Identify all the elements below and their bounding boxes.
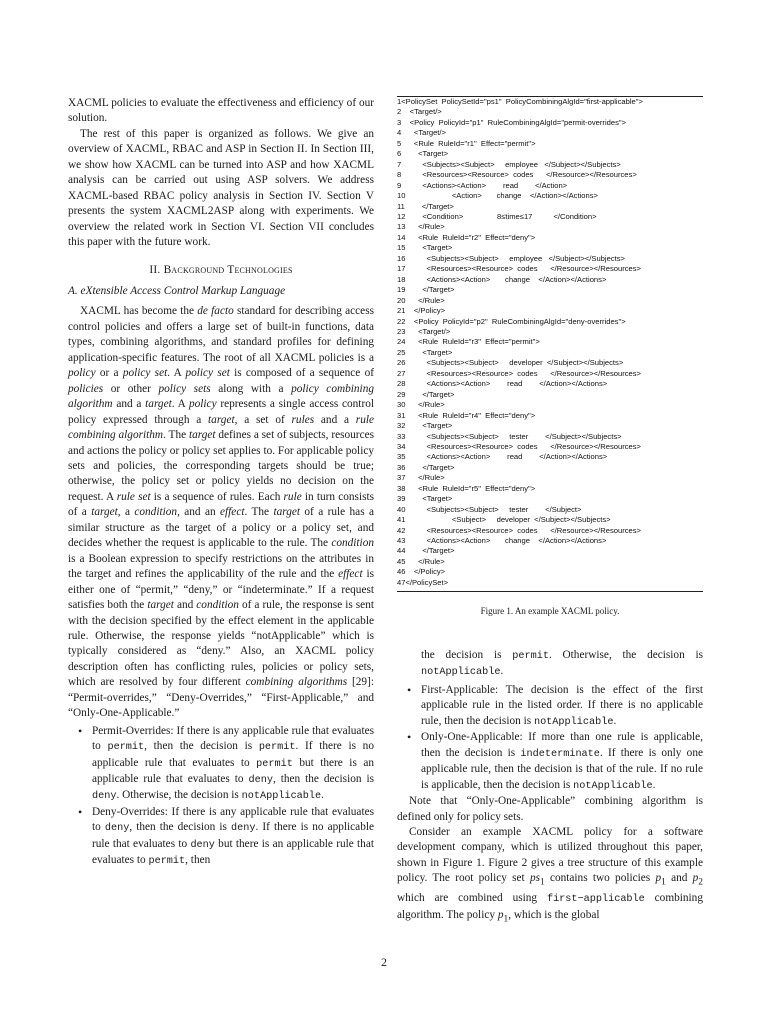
listing-line: 11 </Target>: [397, 201, 454, 211]
listing-line: 13 </Rule>: [397, 222, 445, 232]
text-segment: and: [173, 599, 197, 612]
emphasis-term: condition: [331, 537, 374, 550]
text-segment: , then the decision is: [144, 740, 259, 753]
text-segment: , a: [117, 506, 135, 519]
listing-line: 3 <Policy PolicyId="p1" RuleCombiningAlgId="permit-overrides">: [397, 117, 626, 127]
emphasis-term: combining algorithms: [245, 676, 348, 689]
combining-algorithm-list-cont: [397, 683, 703, 794]
listing-line: 12 <Condition> 8≤time≤17 </Condition>: [397, 211, 597, 221]
listing-line: 35 <Actions><Action> read </Action></Actions>: [397, 452, 608, 462]
math-var: ps: [529, 872, 540, 885]
bullet-first-applicable: [397, 683, 703, 730]
text-segment: , then: [185, 854, 211, 867]
emphasis-term: condition: [134, 506, 178, 519]
listing-line: 9 <Actions><Action> read </Action>: [397, 180, 568, 190]
text-segment: defines a set of subjects, resources and actions the policy or policy set applies to. For applicable policy sets and policies, the corresponding targets should be true; otherwise, the policy set or policy yields no decision on the request. A: [68, 429, 374, 503]
emphasis-term: target: [91, 506, 118, 519]
listing-line: 44 </Target>: [397, 546, 455, 556]
listing-line: 1<PolicySet PolicySetId="ps1" PolicyCombiningAlgId="first-applicable">: [397, 97, 643, 106]
listing-line: 17 <Resources><Resource> codes </Resource></Resources>: [397, 264, 641, 274]
listing-line: 41 <Subject> developer </Subject></Subjects>: [397, 515, 611, 525]
emphasis-term: policy set: [185, 367, 230, 380]
listing-line: 47</PolicySet>: [397, 577, 449, 587]
cont-text: .: [500, 665, 504, 678]
listing-line: 31 <Rule RuleId="r4" Effect="deny">: [397, 410, 536, 420]
listing-line: 28 <Actions><Action> read </Action></Actions>: [397, 379, 608, 389]
listing-line: 33 <Subjects><Subject> tester </Subject></Subjects>: [397, 431, 622, 441]
text-segment: . A: [171, 398, 189, 411]
text-segment: of a rule, the response is sent with the decision specified by the effect element in the applicable rule. Otherwise, the response yields “notApplicable” which is typically considered as “deny.” Also, an XACML policy description often has conflicting rules, policies or policy sets, which are resolved by four different: [68, 599, 374, 689]
bullet-only-one-applicable: [397, 730, 703, 794]
text-segment: First-Applicable: The decision is the effect of the first applicable rule in the listed order. If there is no applicable rule, then the decision is: [421, 683, 703, 727]
text-segment: . The: [163, 429, 189, 442]
listing-line: 30 </Rule>: [397, 400, 445, 410]
cont-text: . Otherwise, the decision is: [548, 649, 704, 661]
text-segment: , a set of: [234, 413, 292, 426]
text-segment: and: [665, 872, 693, 885]
listing-line: 24 <Rule RuleId="r3" Effect="permit">: [397, 337, 540, 347]
bullet-deny-overrides: [68, 805, 374, 870]
emphasis-term: target: [188, 429, 216, 442]
example-policy-paragraph: [397, 825, 703, 927]
text-segment: .: [321, 789, 324, 802]
text-segment: but there is an applicable rule that evaluates to: [92, 756, 374, 786]
listing-line: 40 <Subjects><Subject> tester </Subject>: [397, 504, 582, 514]
listing-line: 5 <Rule RuleId="r1" Effect="permit">: [397, 138, 536, 148]
math-subscript: 1: [661, 877, 666, 888]
emphasis-term: condition: [196, 599, 239, 612]
listing-line: 39 <Target>: [397, 494, 453, 504]
emphasis-term: target: [147, 599, 174, 612]
combining-algorithm-list: [68, 724, 374, 870]
emphasis-term: target: [145, 398, 172, 411]
intro-paragraph-1: XACML policies to evaluate the effectiveness and efficiency of our solution.: [68, 97, 374, 125]
math-var: p: [692, 872, 699, 885]
listing-line: 2 <Target/>: [397, 107, 442, 117]
right-column-text: [397, 648, 703, 927]
listing-line: 27 <Resources><Resource> codes </Resource></Resources>: [397, 368, 641, 378]
listing-line: 16 <Subjects><Subject> employee </Subject></Subjects>: [397, 253, 625, 263]
listing-line: 37 </Rule>: [397, 473, 445, 483]
listing-line: 43 <Actions><Action> change </Action></Actions>: [397, 536, 607, 546]
text-segment: and a: [314, 413, 356, 426]
code-term: deny: [104, 823, 130, 835]
text-segment: .: [652, 778, 656, 791]
section-heading: [68, 263, 374, 278]
emphasis-term: effect: [338, 568, 363, 581]
text-segment: Consider an example XACML policy for a software development company, which is utilized throughout this paper, shown in Figure 1. Figure 2 gives a tree structure of this example policy. The root policy set: [397, 825, 703, 885]
code-term: permit: [107, 742, 145, 754]
text-segment: which are combined using: [397, 892, 547, 905]
listing-line: 46 </Policy>: [397, 567, 446, 577]
emphasis-term: rule: [283, 490, 302, 503]
text-segment: but there is an applicable rule that evaluates to: [92, 837, 374, 867]
left-column: [68, 96, 374, 870]
listing-line: 6 <Target>: [397, 149, 449, 159]
text-segment: is a Boolean expression to specify restrictions on the attributes in the target and refines the applicability of the rule and the: [68, 552, 374, 581]
text-segment: is a sequence of rules. Each: [150, 490, 284, 503]
text-segment: represents a single access control policy expressed through a: [68, 398, 374, 426]
listing-line: 22 <Policy PolicyId="p2" RuleCombiningAlgId="deny-overrides">: [397, 316, 626, 326]
listing-line: 8 <Resources><Resource> codes </Resource></Resources>: [397, 170, 637, 180]
code-term: notApplicable: [533, 716, 614, 728]
text-segment: . A: [167, 367, 186, 380]
text-segment: . If there is no applicable rule that evaluates to: [92, 821, 374, 850]
math-var: p: [655, 872, 662, 885]
emphasis-term: target: [208, 413, 235, 426]
code-term: permit: [258, 742, 296, 754]
note-paragraph: Note that “Only-One-Applicable” combining algorithm is defined only for policy sets.: [397, 795, 703, 823]
listing-line: 45 </Rule>: [397, 556, 445, 566]
listing-line: 18 <Actions><Action> change </Action></Actions>: [397, 274, 607, 284]
listing-line: 20 </Rule>: [397, 295, 445, 305]
listing-line: 38 <Rule RuleId="r5" Effect="deny">: [397, 483, 536, 493]
section-number: II.: [149, 263, 161, 276]
code-term: deny: [92, 791, 117, 803]
emphasis-term: policy set: [122, 367, 168, 380]
code-term: deny: [230, 823, 256, 835]
text-segment: , and an: [177, 506, 221, 519]
text-segment: and a: [112, 398, 146, 411]
emphasis-term: policy sets: [158, 382, 211, 395]
deny-overrides-continuation: [397, 648, 703, 681]
text-segment: or other: [103, 382, 159, 395]
bullet-permit-overrides: [68, 724, 374, 805]
page-number: 2: [381, 955, 387, 969]
code-term: deny: [248, 775, 273, 787]
code-term: permit: [148, 856, 186, 868]
figure-caption: Figure 1. An example XACML policy.: [480, 606, 620, 617]
text-segment: . If there is no applicable rule that evaluates to: [92, 740, 374, 769]
text-segment: standard for describing access control policies and offers a large set of built-in functions, data types, combining algorithms, and standard profiles for defining application-specific features. The root of all XACML policies is a: [68, 305, 374, 364]
text-segment: contains two policies: [544, 872, 656, 885]
math-var: p: [497, 908, 504, 921]
code-term: notApplicable: [241, 791, 322, 803]
intro-paragraph-2: The rest of this paper is organized as follows. We give an overview of XACML, RBAC and ASP in Section II. In Section III, we show how XACML can be turned into ASP and how XACML analysis can be carried out using ASP solvers. We address XACML-based RBAC policy analysis in Section IV. Section V presents the system XACML2ASP along with experiments. We overview the related work in Section VI. Section VII concludes this paper with the future work.: [68, 127, 374, 249]
text-segment: XACML has become the: [80, 305, 198, 318]
text-segment: is composed of a sequence of: [229, 367, 374, 380]
listing-line: 42 <Resources><Resource> codes </Resource></Resources>: [397, 525, 641, 535]
listing-line: 14 <Rule RuleId="r2" Effect="deny">: [397, 232, 536, 242]
emphasis-term: rules: [291, 413, 315, 426]
emphasis-term: target: [273, 506, 301, 519]
listing-line: 21 </Policy>: [397, 306, 446, 316]
text-segment: . Otherwise, the decision is: [116, 789, 242, 802]
text-segment: .: [613, 714, 617, 727]
listing-line: 4 <Target/>: [397, 128, 446, 138]
code-term: first−applicable: [546, 894, 645, 906]
listing-line: 29 </Target>: [397, 389, 455, 399]
text-segment: . If there is only one applicable rule, then the decision is that of the rule. If no rule is applicable, then the decision is: [421, 746, 703, 791]
xacml-description-paragraph: [68, 304, 374, 721]
code-term: deny: [190, 839, 215, 851]
listing-line: 36 </Target>: [397, 462, 455, 472]
listing-line: 23 <Target/>: [397, 326, 451, 336]
code-term: permit: [256, 758, 293, 770]
math-subscript: 1: [540, 877, 545, 888]
text-segment: in turn consists of a: [68, 490, 374, 519]
subsection-heading: A. eXtensible Access Control Markup Language: [68, 284, 286, 297]
text-segment: of a rule has a similar structure as the target of a policy or a policy set, and decides whether the request is applicable to the rule. The: [68, 506, 374, 550]
text-segment: is either one of “permit,” “deny,” or “indeterminate.” If a request satisfies both the: [68, 568, 375, 612]
right-column-figure: [397, 96, 703, 620]
listing-line: 34 <Resources><Resource> codes </Resource></Resources>: [397, 441, 641, 451]
listing-line: 15 <Target>: [397, 243, 453, 253]
text-segment: or a: [95, 367, 123, 380]
text-segment: along with a: [210, 382, 292, 395]
listing-line: 19 </Target>: [397, 285, 455, 295]
text-segment: Permit-Overrides: If there is any applicable rule that evaluates to: [92, 724, 374, 753]
listing-line: 32 <Target>: [397, 421, 453, 431]
xacml-policy-listing: [397, 96, 703, 592]
text-segment: , then the decision is: [272, 773, 375, 786]
math-subscript: 2: [698, 877, 703, 888]
math-subscript: 1: [503, 913, 509, 924]
listing-line: 26 <Subjects><Subject> developer </Subject></Subjects>: [397, 358, 624, 368]
code-term: indeterminate: [520, 748, 600, 760]
cont-mono: notApplicable: [421, 667, 501, 679]
text-segment: , then the decision is: [129, 821, 231, 834]
text-segment: , which is the global: [508, 908, 600, 921]
text-segment: Only-One-Applicable: If more than one rule is applicable, then the decision is: [421, 731, 703, 759]
text-segment: [29]: “Permit-overrides,” “Deny-Overrides,” “First-Applicable,” and “Only-One-Applicable.”: [68, 676, 374, 720]
emphasis-term: policy: [68, 367, 96, 380]
text-segment: . The: [244, 506, 274, 519]
listing-line: 7 <Subjects><Subject> employee </Subject></Subjects>: [397, 159, 621, 169]
listing-line: 10 <Action> change </Action></Actions>: [397, 191, 598, 201]
cont-text: the decision is: [421, 649, 513, 661]
text-segment: Deny-Overrides: If there is any applicable rule that evaluates to: [92, 805, 374, 834]
emphasis-term: policy combining algorithm: [68, 382, 374, 411]
listing-line: 25 <Target>: [397, 347, 453, 357]
emphasis-term: de facto: [197, 305, 234, 318]
emphasis-term: rule combining algorithm: [68, 413, 374, 442]
emphasis-term: policies: [68, 382, 104, 395]
emphasis-term: rule set: [116, 490, 151, 503]
emphasis-term: effect: [220, 506, 245, 519]
cont-mono: permit: [512, 651, 549, 662]
text-segment: combining algorithm. The policy: [397, 892, 703, 921]
section-title: Background Technologies: [163, 263, 293, 276]
emphasis-term: policy: [188, 398, 217, 411]
code-term: notApplicable: [573, 780, 653, 792]
